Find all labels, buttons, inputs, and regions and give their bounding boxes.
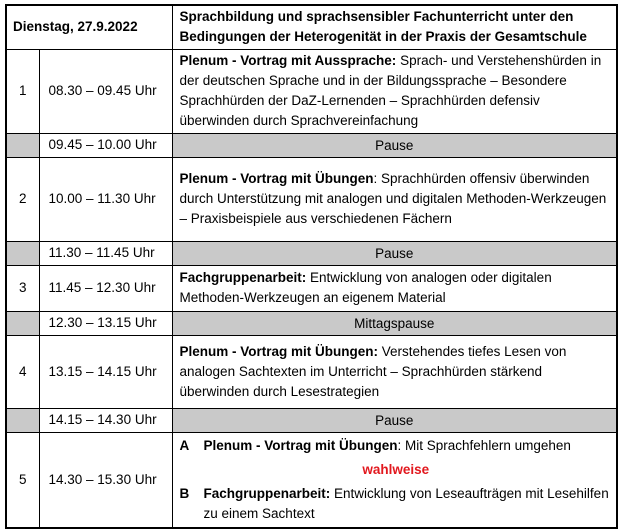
header-date-cell (6, 5, 172, 50)
time-cell (39, 134, 172, 158)
option-a-description: : Mit Sprachfehlern umgehen (397, 438, 571, 453)
session-content-cell (172, 158, 617, 242)
header-title: Sprachbildung und sprachsensibler Fachunterricht unter den Bedingungen der Heterogenität in der Praxis der Gesamtschule (179, 9, 587, 44)
time-cell (39, 409, 172, 433)
time-range: 11.30 – 11.45 Uhr (48, 245, 155, 260)
pause-row-3 (6, 409, 617, 433)
time-range: 14.30 – 15.30 Uhr (48, 471, 157, 487)
session-number: 2 (18, 191, 27, 206)
header-date: Dienstag, 27.9.2022 (13, 19, 138, 34)
time-cell (39, 336, 172, 409)
empty-cell (6, 134, 39, 158)
session-number-cell (6, 336, 39, 409)
option-b-title: Fachgruppenarbeit: (203, 486, 331, 501)
option-b-line (180, 484, 612, 524)
empty-cell (6, 409, 39, 433)
session-title: Plenum - Vortrag mit Aussprache: (179, 53, 397, 68)
session-description: Sprach- und Verstehenshürden in der deutschen Sprache und in der Bildungssprache – Besondere Sprachhürden der DaZ-Lernenden – Sprachhürden defensiv überwinden durch Sprachvereinfachung (179, 53, 602, 128)
empty-cell (6, 312, 39, 336)
time-cell (39, 158, 172, 242)
time-cell (39, 242, 172, 266)
header-row (6, 5, 617, 50)
time-cell (39, 312, 172, 336)
session-content-cell (172, 50, 617, 134)
session-number: 3 (18, 280, 27, 295)
session-options-cell (172, 433, 617, 529)
option-a-line (180, 436, 612, 456)
pause-label-cell (172, 134, 617, 158)
session-row-2 (6, 158, 617, 242)
session-title: Fachgruppenarbeit: (179, 270, 307, 285)
pause-row-1 (6, 134, 617, 158)
session-number: 4 (18, 363, 27, 379)
pause-label: Pause (375, 245, 414, 261)
session-number-cell (6, 50, 39, 134)
time-cell (39, 50, 172, 134)
session-number-cell (6, 158, 39, 242)
time-range: 13.15 – 14.15 Uhr (48, 363, 157, 379)
time-cell (39, 266, 172, 312)
session-number-cell (6, 266, 39, 312)
session-content-cell (172, 266, 617, 312)
pause-row-2 (6, 242, 617, 266)
session-description: Verstehendes tiefes Lesen von analogen Sachtexten im Unterricht – Sprachhürden stärkend überwinden durch Lesestrategien (179, 343, 567, 399)
option-a-title: Plenum - Vortrag mit Übungen (203, 438, 398, 453)
pause-label-cell (172, 242, 617, 266)
session-content-cell (172, 336, 617, 409)
option-a-letter: A (179, 438, 190, 453)
pause-label-cell (172, 312, 617, 336)
session-row-3 (6, 266, 617, 312)
time-range: 14.15 – 14.30 Uhr (48, 412, 157, 427)
pause-label: Pause (375, 137, 414, 153)
session-number-cell (6, 433, 39, 529)
header-title-cell (172, 5, 617, 50)
pause-label: Pause (375, 412, 414, 428)
time-range: 12.30 – 13.15 Uhr (48, 315, 157, 330)
session-description: Entwicklung von analogen oder digitalen Methoden-Werkzeugen an eigenem Material (179, 270, 552, 305)
choice-divider-label: wahlweise (362, 462, 430, 477)
option-b-letter: B (179, 486, 190, 501)
session-row-4 (6, 336, 617, 409)
session-row-5 (6, 433, 617, 529)
session-number: 1 (18, 83, 27, 98)
session-number: 5 (18, 471, 27, 487)
time-range: 10.00 – 11.30 Uhr (48, 191, 156, 206)
session-title: Plenum - Vortrag mit Übungen: (179, 343, 379, 359)
lunch-row (6, 312, 617, 336)
time-range: 08.30 – 09.45 Uhr (48, 83, 157, 98)
option-a-text (204, 436, 612, 456)
session-title: Plenum - Vortrag mit Übungen (179, 171, 374, 186)
session-description: : Sprachhürden offensiv überwinden durch Unterstützung mit analogen und digitalen Methoden-Werkzeugen – Praxisbeispiele aus verschiedenen Fächern (179, 171, 607, 226)
pause-label-cell (172, 409, 617, 433)
time-range: 11.45 – 12.30 Uhr (48, 280, 156, 295)
session-row-1 (6, 50, 617, 134)
option-b-description: Entwicklung von Leseaufträgen mit Lesehilfen zu einem Sachtext (203, 486, 609, 521)
schedule-table (5, 4, 618, 529)
time-range: 09.45 – 10.00 Uhr (48, 137, 157, 152)
time-cell (39, 433, 172, 529)
lunch-label: Mittagspause (354, 315, 435, 331)
option-b-text (204, 484, 612, 524)
empty-cell (6, 242, 39, 266)
